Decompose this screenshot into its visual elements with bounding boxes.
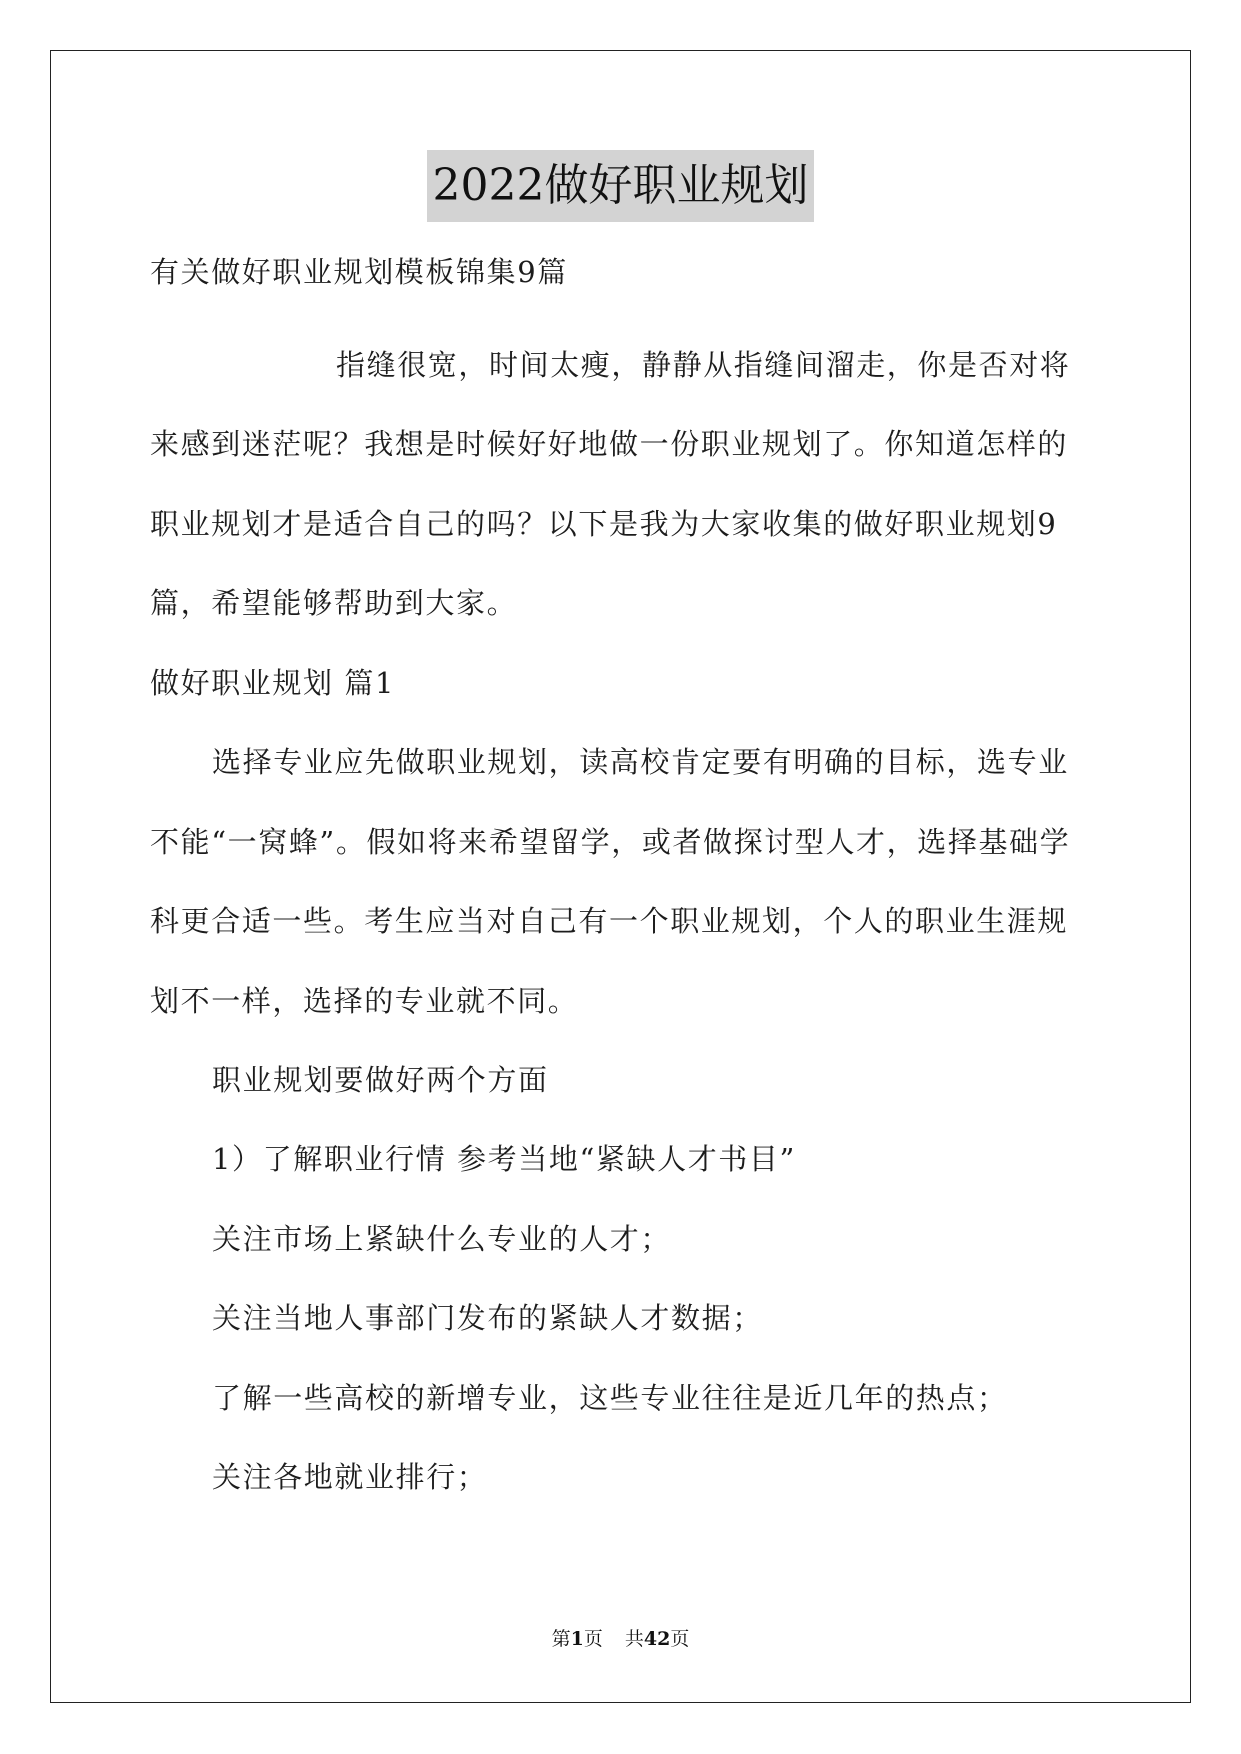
intro-line-4: 篇，希望能够帮助到大家。 [150, 586, 518, 620]
footer-total-prefix: 共 [624, 1628, 644, 1650]
section-line-6: 1）了解职业行情 参考当地“紧缺人才书目” [212, 1142, 796, 1176]
footer-page-prefix: 第 [551, 1628, 571, 1650]
footer-total-pages: 42 [643, 1628, 671, 1650]
section-line-1: 选择专业应先做职业规划，读高校肯定要有明确的目标，选专业 [212, 745, 1069, 779]
intro-line-3: 职业规划才是适合自己的吗？以下是我为大家收集的做好职业规划9 [150, 507, 1058, 541]
page-border [50, 50, 1191, 1703]
document-subtitle: 有关做好职业规划模板锦集9篇 [150, 255, 568, 289]
section-line-7: 关注市场上紧缺什么专业的人才； [212, 1222, 672, 1256]
section-line-9: 了解一些高校的新增专业，这些专业往往是近几年的热点； [212, 1381, 1008, 1415]
section-line-4: 划不一样，选择的专业就不同。 [150, 984, 579, 1018]
footer-page-number: 1 [570, 1628, 584, 1650]
section-line-2: 不能“一窝蜂”。假如将来希望留学，或者做探讨型人才，选择基础学 [150, 825, 1071, 859]
section-heading: 做好职业规划 篇1 [150, 666, 396, 700]
section-line-5: 职业规划要做好两个方面 [212, 1063, 549, 1097]
intro-line-1: 指缝很宽，时间太瘦，静静从指缝间溜走，你是否对将 [336, 348, 1071, 382]
title-container [0, 150, 1241, 222]
document-title: 2022做好职业规划 [427, 150, 815, 222]
page-footer [0, 1627, 1241, 1651]
footer-page-suffix: 页 [583, 1628, 603, 1650]
intro-line-2: 来感到迷茫呢？我想是时候好好地做一份职业规划了。你知道怎样的 [150, 427, 1069, 461]
section-line-3: 科更合适一些。考生应当对自己有一个职业规划，个人的职业生涯规 [150, 904, 1069, 938]
section-line-8: 关注当地人事部门发布的紧缺人才数据； [212, 1301, 763, 1335]
section-line-10: 关注各地就业排行； [212, 1460, 488, 1494]
footer-total-suffix: 页 [670, 1628, 690, 1650]
